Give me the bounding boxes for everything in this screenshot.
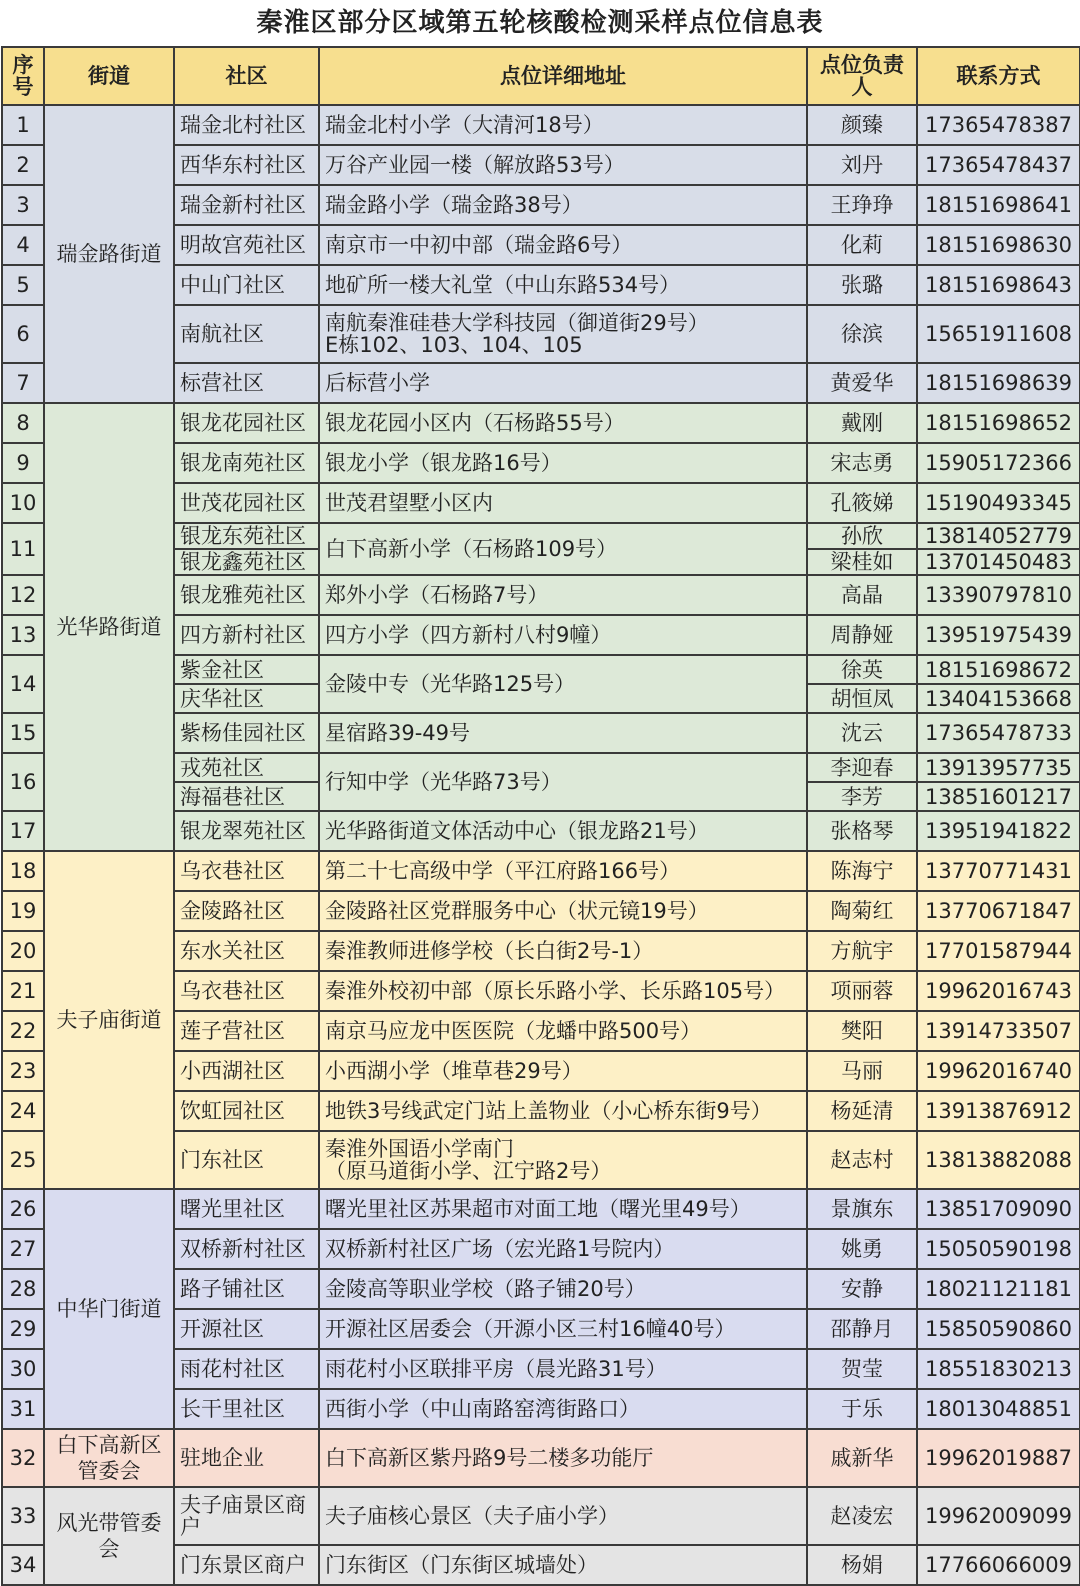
community-name: 东水关社区 xyxy=(174,931,319,971)
header-address: 点位详细地址 xyxy=(319,47,807,105)
community-name: 门东社区 xyxy=(174,1131,319,1189)
site-address xyxy=(319,225,807,265)
site-address xyxy=(319,753,807,811)
phone-number[interactable]: 19962016740 xyxy=(917,1051,1080,1091)
row-number: 15 xyxy=(2,713,44,753)
header-row xyxy=(2,47,1080,105)
address-line: 白下高新小学（石杨路109号） xyxy=(325,537,618,561)
community-name: 雨花村社区 xyxy=(174,1349,319,1389)
person-name: 戚新华 xyxy=(807,1429,917,1487)
row-number: 24 xyxy=(2,1091,44,1131)
phone-number[interactable]: 17365478733 xyxy=(917,713,1080,753)
community-name: 庆华社区 xyxy=(174,684,319,713)
address-line: 后标营小学 xyxy=(325,371,430,395)
community-name: 世茂花园社区 xyxy=(174,483,319,523)
community-name: 戎苑社区 xyxy=(174,753,319,782)
row-number: 5 xyxy=(2,265,44,305)
row-number: 10 xyxy=(2,483,44,523)
row-number: 32 xyxy=(2,1429,44,1487)
site-address xyxy=(319,1051,807,1091)
header-no: 序号 xyxy=(2,47,44,105)
person-name: 项丽蓉 xyxy=(807,971,917,1011)
community-name: 南航社区 xyxy=(174,305,319,363)
address-line: 金陵高等职业学校（路子铺20号） xyxy=(325,1277,646,1301)
phone-number[interactable]: 18151698630 xyxy=(917,225,1080,265)
site-address xyxy=(319,1011,807,1051)
phone-number[interactable]: 13770771431 xyxy=(917,851,1080,891)
street-name: 瑞金路街道 xyxy=(44,105,174,403)
site-address xyxy=(319,363,807,403)
person-name: 张格琴 xyxy=(807,811,917,851)
community-name: 西华东村社区 xyxy=(174,145,319,185)
address-line: 双桥新村社区广场（宏光路1号院内） xyxy=(325,1237,675,1261)
table-row xyxy=(2,1429,1080,1487)
site-address xyxy=(319,265,807,305)
phone-number[interactable]: 13770671847 xyxy=(917,891,1080,931)
address-line: 金陵中专（光华路125号） xyxy=(325,672,576,696)
person-name: 周静娅 xyxy=(807,615,917,655)
phone-number[interactable]: 17766066009 xyxy=(917,1545,1080,1585)
header-phone: 联系方式 xyxy=(917,47,1080,105)
community-name: 银龙东苑社区 xyxy=(174,523,319,549)
address-line: 万谷产业园一楼（解放路53号） xyxy=(325,153,625,177)
person-name: 梁桂如 xyxy=(807,549,917,575)
person-name: 杨延清 xyxy=(807,1091,917,1131)
street-name: 风光带管委会 xyxy=(44,1487,174,1585)
person-name: 马丽 xyxy=(807,1051,917,1091)
phone-number[interactable]: 15050590198 xyxy=(917,1229,1080,1269)
row-number: 14 xyxy=(2,655,44,713)
community-name: 四方新村社区 xyxy=(174,615,319,655)
phone-number[interactable]: 15651911608 xyxy=(917,305,1080,363)
row-number: 4 xyxy=(2,225,44,265)
community-name: 双桥新村社区 xyxy=(174,1229,319,1269)
address-line: 第二十七高级中学（平江府路166号） xyxy=(325,859,681,883)
community-name: 饮虹园社区 xyxy=(174,1091,319,1131)
site-address xyxy=(319,1229,807,1269)
address-line: 世茂君望墅小区内 xyxy=(325,491,493,515)
person-name: 刘丹 xyxy=(807,145,917,185)
community-name: 曙光里社区 xyxy=(174,1189,319,1229)
address-line: 秦淮教师进修学校（长白街2号-1） xyxy=(325,939,654,963)
person-name: 李迎春 xyxy=(807,753,917,782)
person-name: 孙欣 xyxy=(807,523,917,549)
phone-number[interactable]: 13814052779 xyxy=(917,523,1080,549)
person-name: 高晶 xyxy=(807,575,917,615)
person-name: 方航宇 xyxy=(807,931,917,971)
person-name: 陶菊红 xyxy=(807,891,917,931)
community-name: 标营社区 xyxy=(174,363,319,403)
address-line: 银龙小学（银龙路16号） xyxy=(325,451,562,475)
address-line: 四方小学（四方新村八村9幢） xyxy=(325,623,612,647)
phone-number[interactable]: 15850590860 xyxy=(917,1309,1080,1349)
row-number: 8 xyxy=(2,403,44,443)
phone-number[interactable]: 13914733507 xyxy=(917,1011,1080,1051)
community-name: 明故宫苑社区 xyxy=(174,225,319,265)
address-line: 银龙花园小区内（石杨路55号） xyxy=(325,411,625,435)
address-line: 小西湖小学（堆草巷29号） xyxy=(325,1059,583,1083)
site-address xyxy=(319,1091,807,1131)
person-name: 陈海宁 xyxy=(807,851,917,891)
site-address xyxy=(319,1189,807,1229)
site-address xyxy=(319,1309,807,1349)
site-address xyxy=(319,1349,807,1389)
row-number: 1 xyxy=(2,105,44,145)
phone-number[interactable]: 19962016743 xyxy=(917,971,1080,1011)
address-line: 南航秦淮硅巷大学科技园（御道街29号） xyxy=(325,311,709,335)
sampling-sites-table xyxy=(1,46,1080,1586)
person-name: 安静 xyxy=(807,1269,917,1309)
person-name: 胡恒凤 xyxy=(807,684,917,713)
site-address xyxy=(319,1487,807,1545)
community-name: 金陵路社区 xyxy=(174,891,319,931)
person-name: 贺莹 xyxy=(807,1349,917,1389)
community-name: 长干里社区 xyxy=(174,1389,319,1429)
table-row xyxy=(2,1189,1080,1229)
community-name: 瑞金北村社区 xyxy=(174,105,319,145)
street-name: 白下高新区管委会 xyxy=(44,1429,174,1487)
person-name: 黄爱华 xyxy=(807,363,917,403)
person-name: 李芳 xyxy=(807,782,917,811)
phone-number[interactable]: 19962019887 xyxy=(917,1429,1080,1487)
site-address xyxy=(319,851,807,891)
person-name: 于乐 xyxy=(807,1389,917,1429)
community-name: 海福巷社区 xyxy=(174,782,319,811)
site-address xyxy=(319,655,807,713)
row-number: 29 xyxy=(2,1309,44,1349)
site-address xyxy=(319,891,807,931)
site-address xyxy=(319,1545,807,1585)
address-line: 星宿路39-49号 xyxy=(325,721,471,745)
address-line: 瑞金路小学（瑞金路38号） xyxy=(325,193,583,217)
table-row xyxy=(2,1487,1080,1545)
row-number: 7 xyxy=(2,363,44,403)
community-name: 中山门社区 xyxy=(174,265,319,305)
community-name: 银龙翠苑社区 xyxy=(174,811,319,851)
address-line: 秦淮外国语小学南门 xyxy=(325,1137,514,1161)
site-address xyxy=(319,1389,807,1429)
person-name: 樊阳 xyxy=(807,1011,917,1051)
community-name: 开源社区 xyxy=(174,1309,319,1349)
address-line: 行知中学（光华路73号） xyxy=(325,770,562,794)
person-name: 徐英 xyxy=(807,655,917,684)
phone-number[interactable]: 17365478387 xyxy=(917,105,1080,145)
site-address xyxy=(319,713,807,753)
row-number: 17 xyxy=(2,811,44,851)
table-row xyxy=(2,105,1080,145)
phone-number[interactable]: 18013048851 xyxy=(917,1389,1080,1429)
row-number: 18 xyxy=(2,851,44,891)
community-name: 紫金社区 xyxy=(174,655,319,684)
row-number: 6 xyxy=(2,305,44,363)
address-line: 地矿所一楼大礼堂（中山东路534号） xyxy=(325,273,681,297)
header-community: 社区 xyxy=(174,47,319,105)
phone-number[interactable]: 19962009099 xyxy=(917,1487,1080,1545)
site-address xyxy=(319,931,807,971)
person-name: 赵凌宏 xyxy=(807,1487,917,1545)
phone-number[interactable]: 13951941822 xyxy=(917,811,1080,851)
phone-number[interactable]: 18551830213 xyxy=(917,1349,1080,1389)
page-title: 秦淮区部分区域第五轮核酸检测采样点位信息表 xyxy=(256,8,824,38)
phone-number[interactable]: 17365478437 xyxy=(917,145,1080,185)
phone-number[interactable]: 13701450483 xyxy=(917,549,1080,575)
row-number: 19 xyxy=(2,891,44,931)
street-name: 光华路街道 xyxy=(44,403,174,851)
person-name: 邵静月 xyxy=(807,1309,917,1349)
community-name: 门东景区商户 xyxy=(174,1545,319,1585)
row-number: 16 xyxy=(2,753,44,811)
phone-number[interactable]: 15190493345 xyxy=(917,483,1080,523)
site-address xyxy=(319,105,807,145)
person-name: 颜臻 xyxy=(807,105,917,145)
community-name: 银龙雅苑社区 xyxy=(174,575,319,615)
phone-number[interactable]: 13913957735 xyxy=(917,753,1080,782)
row-number: 9 xyxy=(2,443,44,483)
phone-number[interactable]: 15905172366 xyxy=(917,443,1080,483)
phone-number[interactable]: 13404153668 xyxy=(917,684,1080,713)
site-address xyxy=(319,403,807,443)
phone-number[interactable]: 13951975439 xyxy=(917,615,1080,655)
person-name: 姚勇 xyxy=(807,1229,917,1269)
table-body xyxy=(2,105,1080,1585)
site-address xyxy=(319,443,807,483)
row-number: 20 xyxy=(2,931,44,971)
address-line: 南京市一中初中部（瑞金路6号） xyxy=(325,233,633,257)
person-name: 景旗东 xyxy=(807,1189,917,1229)
address-line: 门东街区（门东街区城墙处） xyxy=(325,1553,598,1577)
row-number: 2 xyxy=(2,145,44,185)
site-address xyxy=(319,971,807,1011)
phone-number[interactable]: 18151698643 xyxy=(917,265,1080,305)
community-name: 瑞金新村社区 xyxy=(174,185,319,225)
table-row xyxy=(2,851,1080,891)
row-number: 31 xyxy=(2,1389,44,1429)
row-number: 33 xyxy=(2,1487,44,1545)
community-name: 银龙南苑社区 xyxy=(174,443,319,483)
person-name: 赵志村 xyxy=(807,1131,917,1189)
person-name: 化莉 xyxy=(807,225,917,265)
row-number: 11 xyxy=(2,523,44,575)
site-address xyxy=(319,185,807,225)
row-number: 27 xyxy=(2,1229,44,1269)
address-line: 曙光里社区苏果超市对面工地（曙光里49号） xyxy=(325,1197,751,1221)
site-address xyxy=(319,483,807,523)
address-line: 南京马应龙中医医院（龙蟠中路500号） xyxy=(325,1019,702,1043)
address-line: 白下高新区紫丹路9号二楼多功能厅 xyxy=(325,1446,654,1470)
community-name: 乌衣巷社区 xyxy=(174,851,319,891)
phone-number[interactable]: 13851601217 xyxy=(917,782,1080,811)
phone-number[interactable]: 13390797810 xyxy=(917,575,1080,615)
person-name: 沈云 xyxy=(807,713,917,753)
person-name: 王琤琤 xyxy=(807,185,917,225)
street-name: 中华门街道 xyxy=(44,1189,174,1429)
community-name: 紫杨佳园社区 xyxy=(174,713,319,753)
row-number: 23 xyxy=(2,1051,44,1091)
community-name: 银龙鑫苑社区 xyxy=(174,549,319,575)
row-number: 30 xyxy=(2,1349,44,1389)
community-name: 夫子庙景区商户 xyxy=(174,1487,319,1545)
row-number: 13 xyxy=(2,615,44,655)
row-number: 3 xyxy=(2,185,44,225)
site-address xyxy=(319,575,807,615)
site-address xyxy=(319,305,807,363)
phone-number[interactable]: 17701587944 xyxy=(917,931,1080,971)
person-name: 杨娟 xyxy=(807,1545,917,1585)
address-line: 秦淮外校初中部（原长乐路小学、长乐路105号） xyxy=(325,979,786,1003)
row-number: 25 xyxy=(2,1131,44,1189)
phone-number[interactable]: 18021121181 xyxy=(917,1269,1080,1309)
phone-number[interactable]: 18151698672 xyxy=(917,655,1080,684)
row-number: 21 xyxy=(2,971,44,1011)
site-address xyxy=(319,145,807,185)
community-name: 乌衣巷社区 xyxy=(174,971,319,1011)
phone-number[interactable]: 13913876912 xyxy=(917,1091,1080,1131)
phone-number[interactable]: 13851709090 xyxy=(917,1189,1080,1229)
row-number: 12 xyxy=(2,575,44,615)
address-line: 瑞金北村小学（大清河18号） xyxy=(325,113,604,137)
address-line: 金陵路社区党群服务中心（状元镜19号） xyxy=(325,899,709,923)
street-name: 夫子庙街道 xyxy=(44,851,174,1189)
address-line: （原马道街小学、江宁路2号） xyxy=(325,1159,612,1183)
community-name: 银龙花园社区 xyxy=(174,403,319,443)
address-line: 地铁3号线武定门站上盖物业（小心桥东街9号） xyxy=(325,1099,772,1123)
site-address xyxy=(319,1131,807,1189)
phone-number[interactable]: 13813882088 xyxy=(917,1131,1080,1189)
row-number: 34 xyxy=(2,1545,44,1585)
address-line: 开源社区居委会（开源小区三村16幢40号） xyxy=(325,1317,736,1341)
address-line: 夫子庙核心景区（夫子庙小学） xyxy=(325,1504,619,1528)
header-person: 点位负责人 xyxy=(807,47,917,105)
community-name: 莲子营社区 xyxy=(174,1011,319,1051)
site-address xyxy=(319,1429,807,1487)
row-number: 28 xyxy=(2,1269,44,1309)
community-name: 驻地企业 xyxy=(174,1429,319,1487)
community-name: 小西湖社区 xyxy=(174,1051,319,1091)
site-address xyxy=(319,1269,807,1309)
person-name: 孔筱娣 xyxy=(807,483,917,523)
person-name: 张璐 xyxy=(807,265,917,305)
community-name: 路子铺社区 xyxy=(174,1269,319,1309)
header-street: 街道 xyxy=(44,47,174,105)
site-address xyxy=(319,523,807,575)
person-name: 戴刚 xyxy=(807,403,917,443)
phone-number[interactable]: 18151698639 xyxy=(917,363,1080,403)
phone-number[interactable]: 18151698641 xyxy=(917,185,1080,225)
address-line: 郑外小学（石杨路7号） xyxy=(325,583,549,607)
site-address xyxy=(319,615,807,655)
person-name: 宋志勇 xyxy=(807,443,917,483)
address-line: 西街小学（中山南路窑湾街路口） xyxy=(325,1397,640,1421)
row-number: 22 xyxy=(2,1011,44,1051)
address-line: 雨花村小区联排平房（晨光路31号） xyxy=(325,1357,667,1381)
person-name: 徐滨 xyxy=(807,305,917,363)
site-address xyxy=(319,811,807,851)
address-line: 光华路街道文体活动中心（银龙路21号） xyxy=(325,819,709,843)
table-row xyxy=(2,403,1080,443)
row-number: 26 xyxy=(2,1189,44,1229)
address-line: E栋102、103、104、105 xyxy=(325,333,583,357)
phone-number[interactable]: 18151698652 xyxy=(917,403,1080,443)
